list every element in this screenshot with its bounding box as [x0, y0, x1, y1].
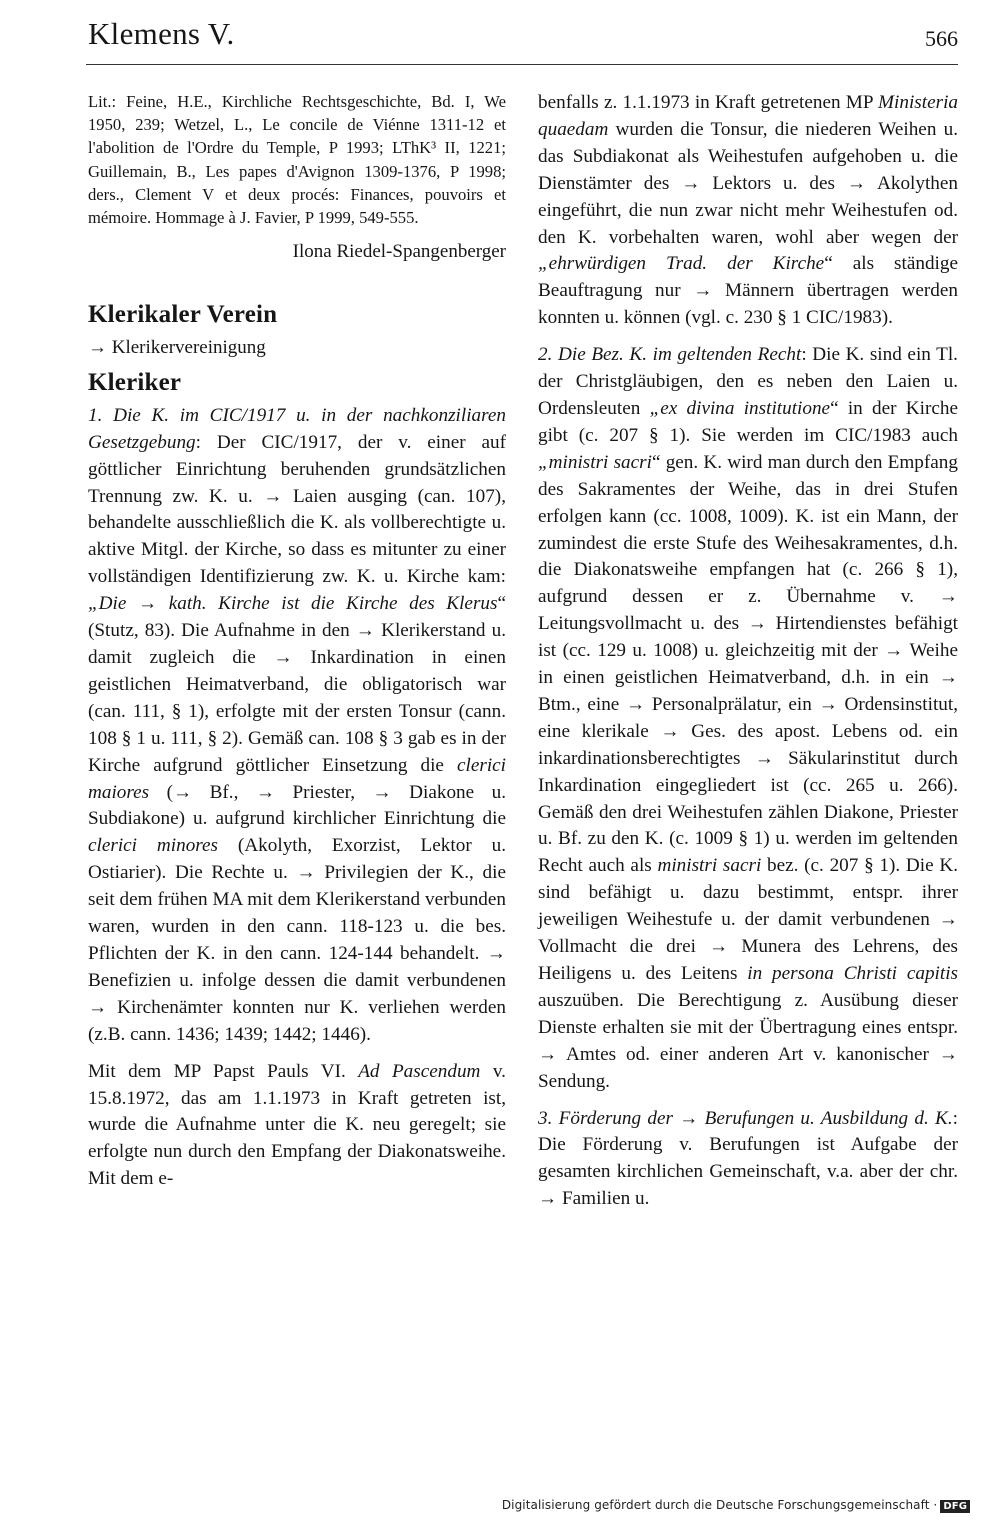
credit-text: Digitalisierung gefördert durch die Deutsche Forschungsgemeinschaft ·	[501, 1498, 938, 1512]
section-2-paragraph	[538, 342, 958, 1095]
latin-term: Ad Pascendum	[358, 1060, 481, 1082]
text-run: : Die Förderung v. Berufungen ist Aufgabe der gesamten kirchlichen Gemeinschaft, v.a. aber der chr. → Familien u.	[538, 1107, 958, 1210]
section-3-paragraph	[538, 1106, 958, 1214]
text-run: “ gen. K. wird man durch den Empfang des Sakramentes der Weihe, das in drei Stufen erfolgen kann (cc. 1008, 1009). K. ist ein Mann, der zumindest die erste Stufe des Weihesakramentes, d.h. die Diakonatsweihe empfangen hat (c. 266 § 1), aufgrund dessen er z. Übernahme v. → Leitungsvollmacht u. des → Hirtendienstes befähigt ist (cc. 129 u. 1008) u. gleichzeitig mit der → Weihe in einen geistlichen Heimatverband, d.h. in ein → Btm., eine → Personalprälatur, ein → Ordensinstitut, eine klerikale → Ges. des apost. Lebens od. ein inkardinationsberechtigtes → Säkularinstitut durch Inkardination eingegliedert ist (cc. 265 u. 266). Gemäß den drei Weihestufen zählen Diakone, Priester u. Bf. zu den K. (c. 1009 § 1) u. werden im geltenden Recht auch als	[538, 451, 958, 877]
running-head-title: Klemens V.	[88, 16, 235, 51]
article-author: Ilona Riedel-Spangenberger	[292, 241, 506, 263]
section-1-paragraph	[88, 403, 506, 1049]
dfg-logo: DFG	[940, 1500, 970, 1513]
latin-term: „ministri sacri	[538, 451, 652, 473]
right-column	[538, 90, 958, 1223]
text-run: benfalls z. 1.1.1973 in Kraft getretenen MP	[538, 92, 879, 113]
text-run: : Der CIC/1917, der v. einer auf göttlicher Einrichtung beruhenden grundsätzlichen Trennung zw. K. u. → Laien ausging (can. 107), behandelte ausschließlich die K. als vollberechtigte u. aktive Mitgl. der Kirche, so dass es mitunter zu einer vollständigen Identifizierung zw. K. u. Kirche kam:	[88, 431, 506, 588]
text-run: “ als ständige Beauftragung nur → Männern übertragen werden konnten u. können (vgl. c. 230 § 1 CIC/1983).	[538, 253, 958, 329]
continued-paragraph	[538, 90, 958, 332]
text-run: : Die K. sind ein Tl. der Christgläubigen, den es neben den Laien u. Ordensleuten	[538, 344, 958, 419]
section-2-heading: 2. Die Bez. K. im geltenden Recht	[538, 344, 802, 366]
text-run: bez. (c. 207 § 1). Die K. sind befähigt u. dazu bestimmt, entspr. ihrer jeweiligen Weihestufe u. der damit verbundenen → Vollmacht die drei → Munera des Lehrens, des Heiligens u. des Leitens	[538, 855, 958, 984]
section-1-heading: 1. Die K. im CIC/1917 u. in der nachkonziliaren Gesetzgebung	[88, 404, 506, 453]
left-column	[88, 90, 506, 1203]
text-run: “ (Stutz, 83). Die Aufnahme in den → Klerikerstand u. damit zugleich die → Inkardination in einen geistlichen Heimatverband, die obligatorisch war (can. 111, § 1), erfolgte mit der ersten Tonsur (cann. 108 § 1 u. 111, § 2). Gemäß can. 108 § 3 gab es in der Kirche aufgrund göttlicher Einsetzung die	[88, 593, 506, 776]
latin-term: „ex divina institutione	[649, 397, 831, 419]
header-rule	[86, 64, 958, 65]
text-run: v. 15.8.1972, das am 1.1.1973 in Kraft getreten ist, wurde die Aufnahme unter die K. neu geregelt; sie erfolgte nun durch den Empfang der Diakonatsweihe. Mit dem e-	[88, 1060, 506, 1190]
latin-term: in persona Christi capitis	[747, 963, 959, 984]
text-run: (→ Bf., → Priester, → Diakone u. Subdiakone) u. aufgrund kirchlicher Einrichtung die	[88, 781, 506, 830]
text-run: (Akolyth, Exorzist, Lektor u. Ostiarier). Die Rechte u. → Privilegien der K., die seit dem frühen MA mit dem Klerikerstand verbunden waren, wurden in den cann. 118-123 u. die bes. Pflichten der K. in den cann. 124-144 behandelt. → Benefizien u. infolge dessen die damit verbundenen → Kirchenämter konnten nur K. verliehen werden (z.B. cann. 1436; 1439; 1442; 1446).	[88, 835, 506, 1045]
text-run: auszuüben. Die Berechtigung z. Ausübung dieser Dienste erhalten sie mit der Übertragung eines entspr. → Amtes od. einer anderen Art v. kanonischer → Sendung.	[538, 989, 958, 1092]
entry-title-klerikaler-verein: Klerikaler Verein	[88, 301, 278, 329]
text-run: wurden die Tonsur, die niederen Weihen u. das Subdiakonat als Weihestufen aufgehoben u. die Dienstämter des → Lektors u. des → Akolythen eingeführt, die nun zwar nicht mehr Weihestufen od. den K. vorbehalten waren, wohl aber wegen der	[538, 118, 958, 248]
section-1-paragraph-2	[88, 1059, 506, 1194]
latin-term: clerici minores	[88, 835, 219, 857]
latin-term: Ministeria quaedam	[538, 92, 958, 140]
entry-title-kleriker: Kleriker	[88, 368, 182, 396]
latin-term: ministri sacri	[657, 855, 762, 877]
section-3-heading: 3. Förderung der → Berufungen u. Ausbildung d. K.	[538, 1107, 953, 1129]
quote-run: „Die → kath. Kirche ist die Kirche des Klerus	[88, 593, 498, 615]
page-number: 566	[925, 26, 958, 51]
text-run: Mit dem MP Papst Pauls VI.	[88, 1060, 359, 1082]
latin-term: clerici maiores	[88, 754, 506, 803]
digitization-credit	[502, 1498, 970, 1513]
text-run: “ in der Kirche gibt (c. 207 § 1). Sie werden im CIC/1983 auch	[538, 397, 958, 446]
literature-references: Lit.: Feine, H.E., Kirchliche Rechtsgeschichte, Bd. I, We 1950, 239; Wetzel, L., Le concile de Viénne 1311-12 et l'abolition de l'Ordre du Temple, P 1993; LThK³ II, 1221; Guillemain, B., Les papes d'Avignon 1309-1376, P 1998; ders., Clement V et deux procés: Finances, pouvoirs et mémoire. Hommage à J. Favier, P 1999, 549-555.	[88, 92, 506, 228]
cross-reference: → Klerikervereinigung	[88, 337, 266, 359]
quote-run: „ehrwürdigen Trad. der Kirche	[538, 253, 825, 275]
